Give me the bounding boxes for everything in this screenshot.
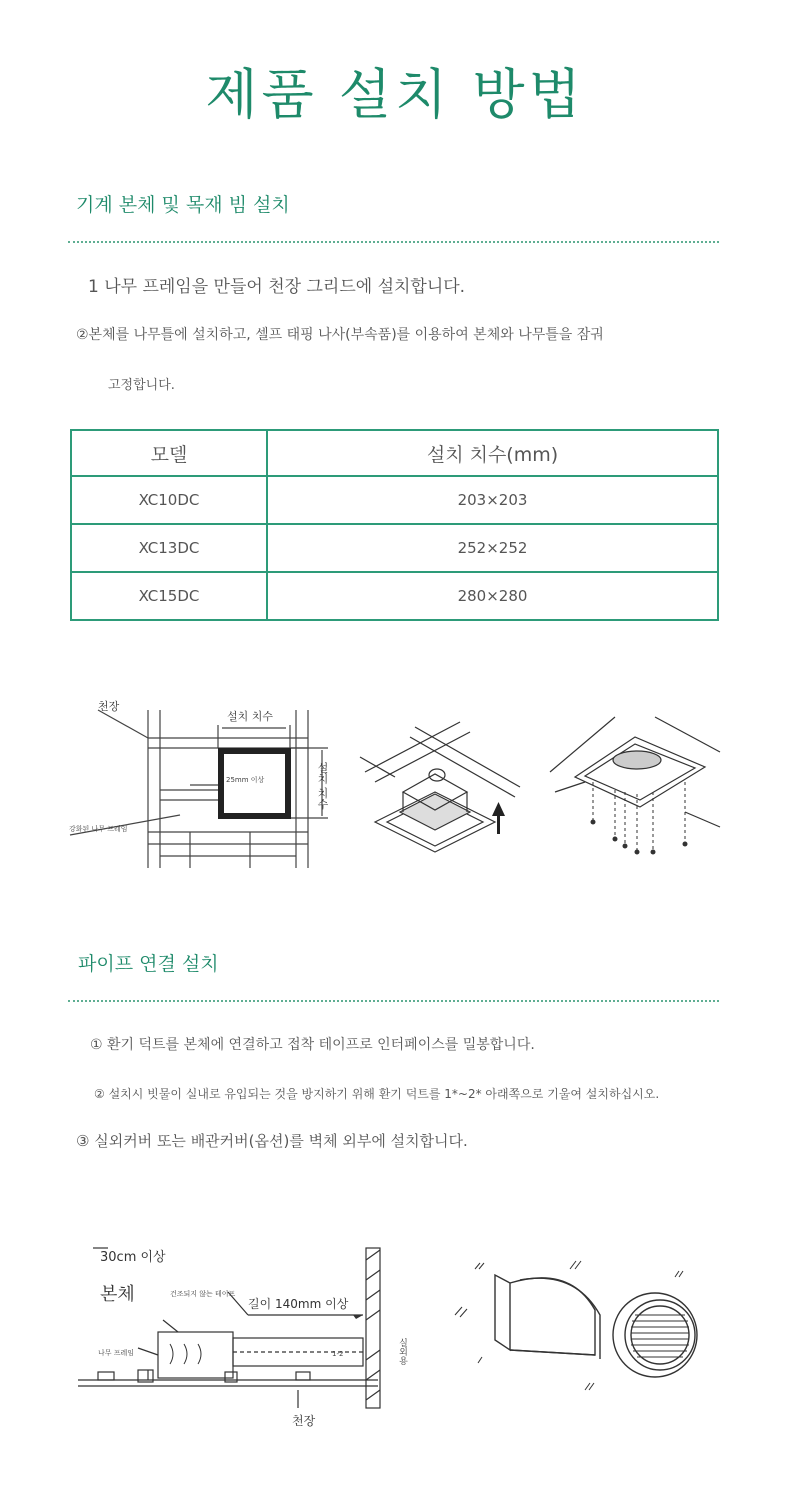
section-heading-body-install: 기계 본체 및 목재 빔 설치 (76, 194, 290, 216)
table-row (71, 572, 718, 620)
label-wood-frame: 나무 프레임 (98, 1349, 135, 1357)
column-header: 설치 치수(mm) (267, 430, 718, 476)
label-ceiling: 천장 (98, 700, 120, 713)
section-divider (68, 241, 719, 243)
step-text: ② 설치시 빗물이 실내로 유입되는 것을 방지하기 위해 환기 덕트를 1*~2* 아래쪽으로 기울여 설치하십시오. (94, 1087, 660, 1101)
label-ceiling: 천장 (292, 1414, 316, 1428)
table-row (71, 524, 718, 572)
install-size-table (70, 429, 719, 621)
table-cell-size: 203×203 (267, 476, 718, 524)
table-header-row (71, 430, 718, 476)
step-text: ②본체를 나무틀에 설치하고, 셀프 태핑 나사(부속품)를 이용하여 본체와 나무틀을 잠궈 (76, 327, 604, 343)
table-cell-size: 252×252 (267, 524, 718, 572)
section-heading-pipe-install: 파이프 연결 설치 (78, 953, 219, 975)
table-cell-model: XC13DC (71, 524, 267, 572)
label-body: 본체 (100, 1284, 135, 1305)
label-min-25mm: 25mm 이상 (226, 776, 265, 784)
label-slope: 1-2 (332, 1350, 344, 1358)
label-install-size: 설치 치수 (227, 710, 274, 723)
step-text: ① 환기 덕트를 본체에 연결하고 접착 테이프로 인터페이스를 밀봉합니다. (90, 1037, 535, 1053)
column-header: 모델 (71, 430, 267, 476)
label-dry-tape: 건조되지 않는 테이프 (170, 1290, 236, 1298)
label-install-size-vertical: 설치 치수 (316, 762, 329, 810)
page-title: 제품 설치 방법 (205, 63, 585, 126)
table-cell-size: 280×280 (267, 572, 718, 620)
table-row (71, 476, 718, 524)
step-text: ③ 실외커버 또는 배관커버(옵션)를 벽체 외부에 설치합니다. (76, 1132, 468, 1150)
ceiling-frame-diagram (60, 690, 340, 875)
label-min-30cm: 30cm 이상 (100, 1250, 166, 1265)
label-length-140: 길이 140mm 이상 (248, 1297, 349, 1311)
unit-insert-diagram (355, 712, 535, 862)
step-text-continuation: 고정합니다. (108, 378, 175, 393)
duct-connection-diagram (78, 1240, 398, 1420)
table-cell-model: XC15DC (71, 572, 267, 620)
step-text: 1 나무 프레임을 만들어 천장 그리드에 설치합니다. (88, 277, 466, 297)
screw-fixing-diagram (545, 712, 725, 867)
label-outdoor: 실외용 (397, 1338, 407, 1365)
outdoor-cover-diagram (450, 1255, 720, 1415)
table-cell-model: XC10DC (71, 476, 267, 524)
label-reinforced-frame: 강화된 나무 프레임 (69, 825, 128, 833)
section-divider (68, 1000, 719, 1002)
